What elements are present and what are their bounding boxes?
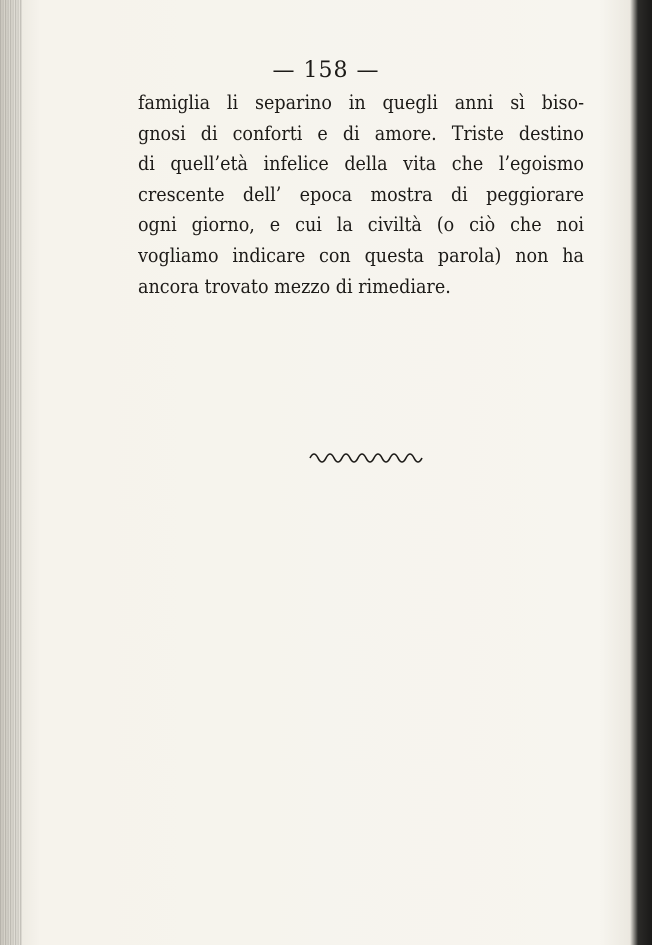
book-spine-shadow xyxy=(0,0,22,945)
text-line-2: gnosi di conforti e di amore. Triste destino xyxy=(138,121,584,145)
text-line-1: famiglia li separino in quegli anni sì biso- xyxy=(138,91,584,114)
text-line-5: ogni giorno, e cui la civiltà (o ciò che noi xyxy=(138,213,584,237)
text-line-6: vogliamo indicare con questa parola) non ha xyxy=(138,243,584,267)
body-paragraph xyxy=(138,88,584,302)
text-line-3: di quell’età infelice della vita che l’egoismo xyxy=(138,152,584,176)
text-line-7: ancora trovato mezzo di rimediare. xyxy=(138,274,451,298)
text-line-4: crescente dell’ epoca mostra di peggiorare xyxy=(138,182,584,206)
page-number: — 158 — xyxy=(272,58,380,83)
wavy-rule-ornament xyxy=(308,447,428,469)
